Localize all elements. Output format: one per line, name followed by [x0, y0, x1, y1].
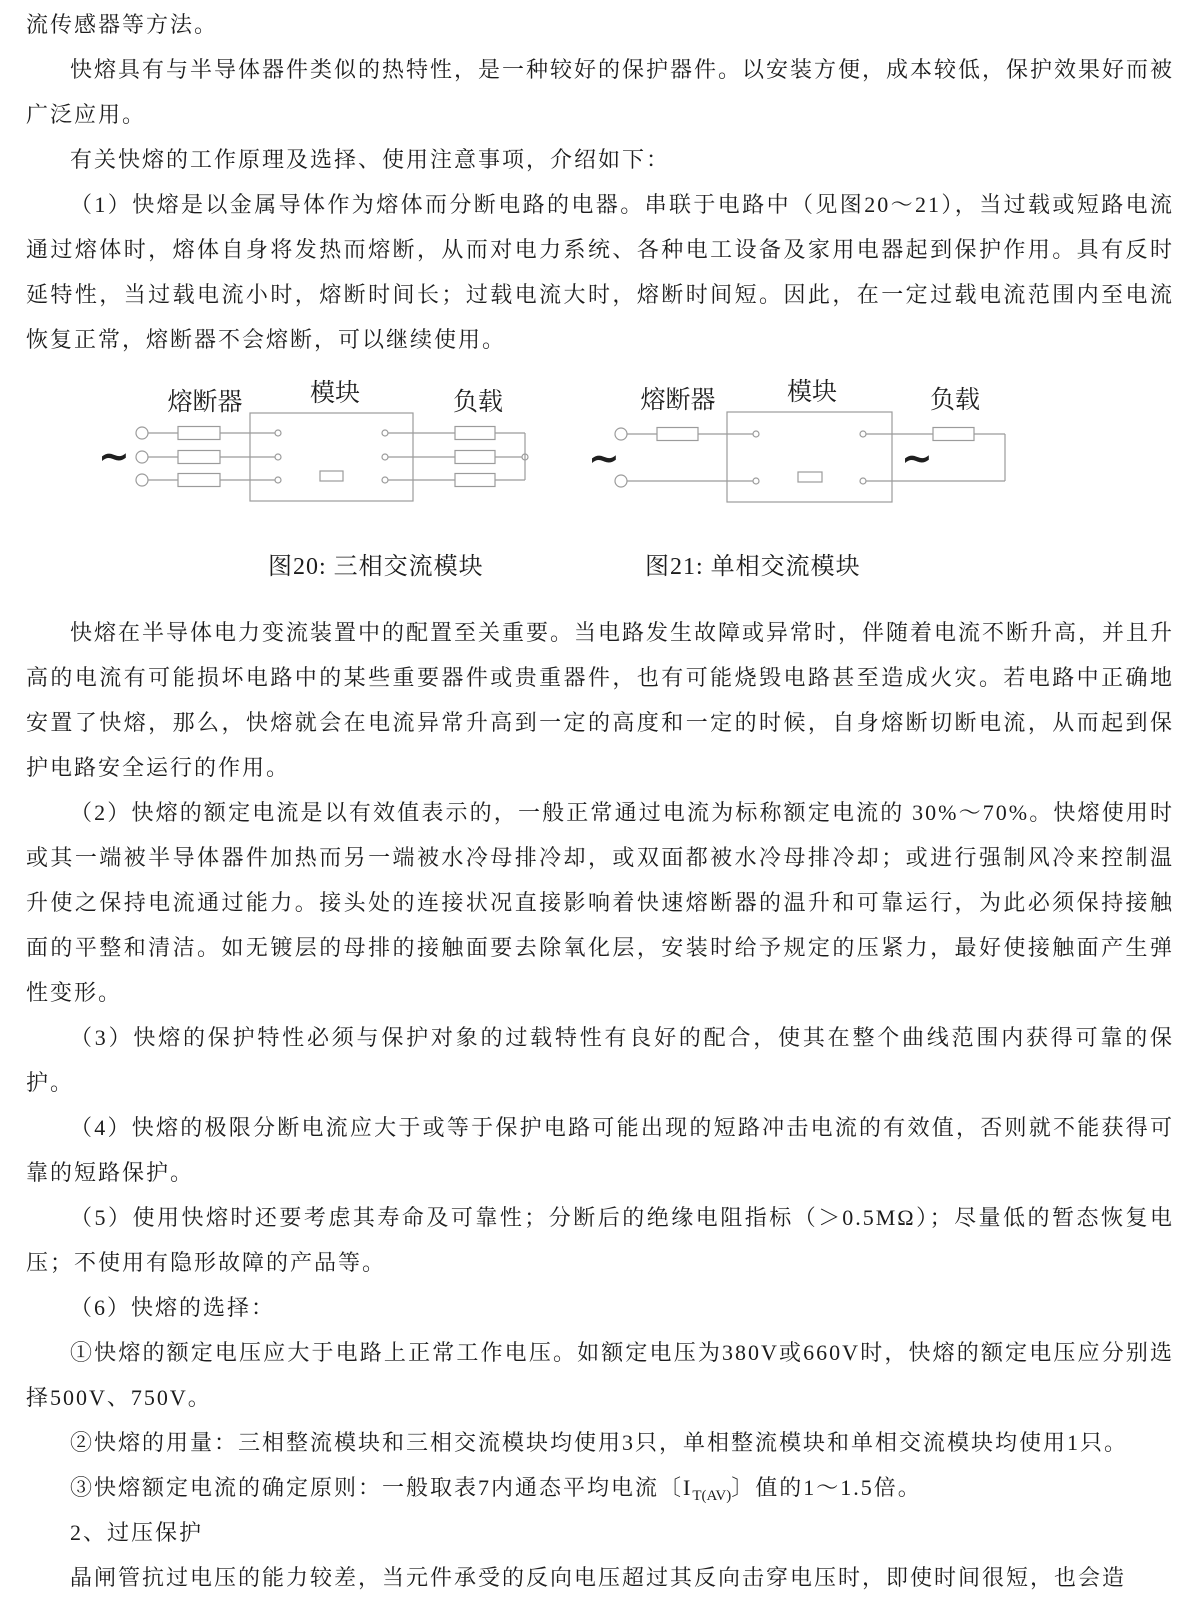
fuse-label: 熔断器: [640, 387, 716, 414]
fuse-symbol: [178, 474, 220, 487]
section-heading-overvoltage: 2、过压保护: [70, 1520, 204, 1545]
module-terminal-icon: [860, 431, 866, 437]
fuse-symbol: [178, 427, 220, 440]
paragraph-item-5: （5）使用快熔时还要考虑其寿命及可靠性；分断后的绝缘电阻指标（＞0.5MΩ）；尽量低的暂态恢复电压；不使用有隐形故障的产品等。: [26, 1205, 1174, 1275]
three-phase-circuit-lines: [136, 413, 528, 501]
paragraph-item-2: （2）快熔的额定电流是以有效值表示的，一般正常通过电流为标称额定电流的 30%～70%。快熔使用时或其一端被半导体器件加热而另一端被水冷母排冷却，或双面都被水冷母排冷却；或进行强制风冷来控制温升使之保持电流通过能力。接头处的连接状况直接影响着快速熔断器的温升和可靠运行，为此必须保持接触面的平整和清洁。如无镀层的母排的接触面要去除氧化层，安装时给予规定的压紧力，最好使接触面产生弹性变形。: [26, 800, 1174, 1005]
paragraph-selection-rule-1: ①快熔的额定电压应大于电路上正常工作电压。如额定电压为380V或660V时，快熔的额定电压应分别选择500V、750V。: [26, 1340, 1174, 1410]
module-terminal-icon: [275, 477, 281, 483]
module-inner-block: [320, 471, 343, 481]
load-label: 负载: [452, 389, 504, 416]
module-terminal-icon: [382, 477, 388, 483]
paragraph-item-4: （4）快熔的极限分断电流应大于或等于保护电路可能出现的短路冲击电流的有效值，否则就不能获得可靠的短路保护。: [26, 1115, 1174, 1185]
fuse-symbol: [178, 451, 220, 464]
paragraph-intro-list: 有关快熔的工作原理及选择、使用注意事项，介绍如下：: [70, 147, 671, 172]
paragraph-selection-rule-3: [26, 1465, 1174, 1510]
rule3-text-pre: ③快熔额定电流的确定原则：一般取表7内通态平均电流〔I: [70, 1475, 693, 1500]
ac-source-symbol: ~: [98, 434, 130, 478]
module-terminal-icon: [753, 431, 759, 437]
figure21-caption: 图21: 单相交流模块: [645, 554, 861, 580]
load-resistor: [455, 474, 495, 487]
module-label: 模块: [786, 379, 838, 406]
source-terminal-icon: [136, 451, 148, 463]
fuse-symbol: [657, 428, 698, 441]
paragraph-selection-rule-2: ②快熔的用量：三相整流模块和三相交流模块均使用3只，单相整流模块和单相交流模块均使用1只。: [70, 1430, 1129, 1455]
paragraph-thyristor-overvoltage: 晶闸管抗过电压的能力较差，当元件承受的反向电压超过其反向击穿电压时，即使时间很短，也会造: [70, 1565, 1127, 1590]
module-terminal-icon: [753, 478, 759, 484]
paragraph-item-1: （1）快熔是以金属导体作为熔体而分断电路的电器。串联于电路中（见图20～21），当过载或短路电流通过熔体时，熔体自身将发热而熔断，从而对电力系统、各种电工设备及家用电器起到保护作用。具有反时延特性，当过载电流小时，熔断时间长；过载电流大时，熔断时间短。因此，在一定过载电流范围内至电流恢复正常，熔断器不会熔断，可以继续使用。: [26, 192, 1174, 352]
paragraph-fuse-importance: 快熔在半导体电力变流装置中的配置至关重要。当电路发生故障或异常时，伴随着电流不断升高，并且升高的电流有可能损坏电路中的某些重要器件或贵重器件，也有可能烧毁电路甚至造成火灾。若电路中正确地安置了快熔，那么，快熔就会在电流异常升高到一定的高度和一定的时候，自身熔断切断电流，从而起到保护电路安全运行的作用。: [26, 620, 1175, 780]
module-terminal-icon: [382, 430, 388, 436]
module-box: [727, 412, 892, 502]
paragraph-item-6: （6）快熔的选择：: [70, 1295, 276, 1320]
load-resistor: [455, 451, 495, 464]
paragraph-continuation: 流传感器等方法。: [26, 12, 219, 37]
fuse-label: 熔断器: [167, 389, 243, 416]
load-resistor: [933, 428, 974, 441]
module-terminal-icon: [275, 430, 281, 436]
ac-output-symbol: ~: [901, 436, 933, 480]
module-terminal-icon: [382, 454, 388, 460]
module-terminal-icon: [275, 454, 281, 460]
figure-single-phase-module-diagram: [575, 376, 1015, 526]
figures-row: [26, 374, 1174, 610]
figure-three-phase-module-diagram: [90, 376, 560, 526]
load-resistor: [455, 427, 495, 440]
module-inner-block: [798, 472, 822, 482]
module-label: 模块: [309, 380, 361, 407]
paragraph-fuse-intro: 快熔具有与半导体器件类似的热特性，是一种较好的保护器件。以安装方便，成本较低，保护效果好而被广泛应用。: [26, 57, 1175, 127]
source-terminal-icon: [136, 427, 148, 439]
load-label: 负载: [929, 387, 981, 414]
current-subscript: T(AV): [692, 1488, 732, 1504]
ac-source-symbol: ~: [588, 436, 620, 480]
module-terminal-icon: [860, 478, 866, 484]
paragraph-item-3: （3）快熔的保护特性必须与保护对象的过载特性有良好的配合，使其在整个曲线范围内获得可靠的保护。: [26, 1025, 1174, 1095]
source-terminal-icon: [136, 474, 148, 486]
single-phase-circuit-lines: [615, 412, 1005, 502]
rule3-text-post: 〕值的1～1.5倍。: [731, 1475, 922, 1500]
figure20-caption: 图20: 三相交流模块: [268, 554, 484, 580]
